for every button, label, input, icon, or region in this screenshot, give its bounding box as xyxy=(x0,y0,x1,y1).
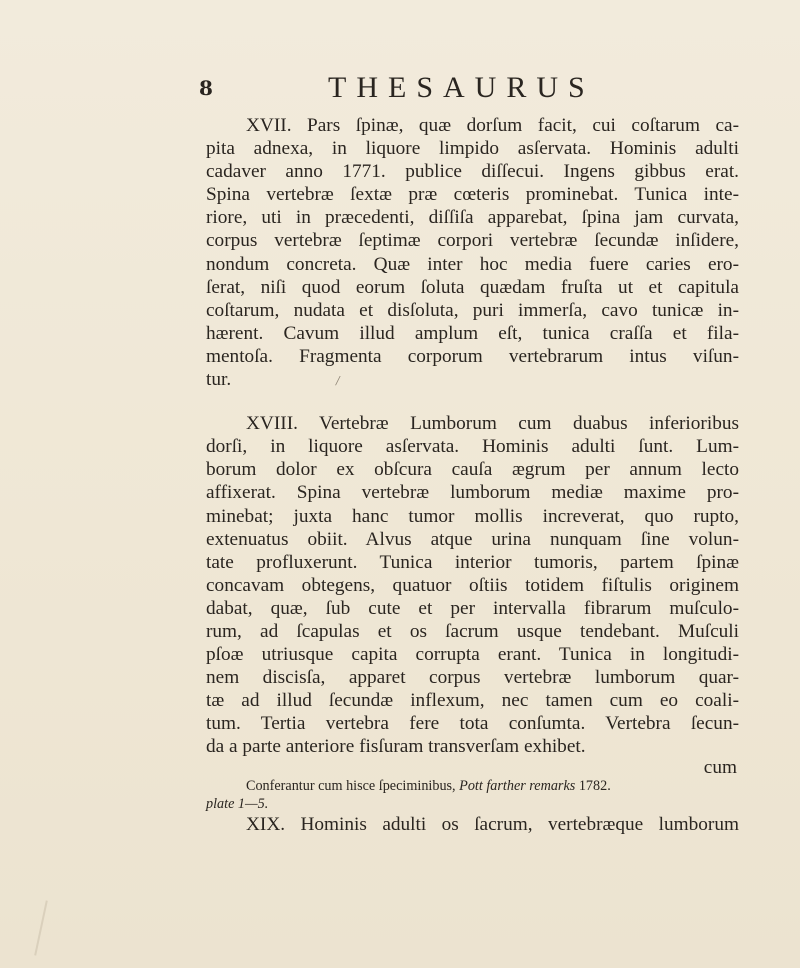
text-line: pſoæ utriusque capita corrupta erant. Tunica in longitudi- xyxy=(206,644,739,666)
body-text xyxy=(206,114,739,836)
text-line: Spina vertebræ ſextæ præ cœteris prominebat. Tunica inte- xyxy=(206,184,739,206)
footnote xyxy=(206,777,739,813)
text-line: nem discisſa, apparet corpus vertebræ lumborum quar- xyxy=(206,667,739,689)
footnote-year: 1782. xyxy=(578,777,611,794)
text-line: tur. xyxy=(206,369,232,391)
page-number: 8 xyxy=(199,76,213,100)
text-line: XIX. Hominis adulti os ſacrum, vertebræque lumborum xyxy=(246,813,739,835)
text-line: rum, ad ſcapulas et os ſacrum usque tendebant. Muſculi xyxy=(206,620,739,642)
text-line: hærent. Cavum illud amplum eſt, tunica craſſa et fila- xyxy=(206,322,739,344)
section-xviii xyxy=(206,412,739,758)
text-line: dabat, quæ, ſub cute et per intervalla fibrarum muſculo- xyxy=(206,597,739,619)
text-line: minebat; juxta hanc tumor mollis increverat, quo rupto, xyxy=(206,505,739,527)
text-line: extenuatus obiit. Alvus atque urina nunquam ſine volun- xyxy=(206,528,739,550)
text-line: mentoſa. Fragmenta corporum vertebrarum intus viſun- xyxy=(206,345,739,367)
text-line: tate profluxerunt. Tunica interior tumoris, partem ſpinæ xyxy=(206,551,739,573)
text-line: concavam obtegens, quatuor oſtiis totidem fiſtulis originem xyxy=(206,574,739,596)
footnote-text: Conferantur cum hisce ſpeciminibus, xyxy=(246,777,456,794)
text-line: cadaver anno 1771. publice diſſecui. Ingens gibbus erat. xyxy=(206,161,739,183)
text-line: tum. Tertia vertebra fere tota conſumta. Vertebra ſecun- xyxy=(206,713,739,735)
text-line: ſerat, niſi quod eorum ſoluta quædam fruſta ut et capitula xyxy=(206,276,739,298)
paper-blemish xyxy=(34,900,48,955)
text-line: nondum concreta. Quæ inter hoc media fuere caries ero- xyxy=(206,253,739,275)
text-line: coſtarum, nudata et disſoluta, puri immerſa, cavo tunicæ in- xyxy=(206,299,739,321)
text-line: XVII. Pars ſpinæ, quæ dorſum facit, cui coſtarum ca- xyxy=(246,115,739,136)
text-line: corpus vertebræ ſeptimæ corpori vertebræ ſecundæ inſidere, xyxy=(206,230,739,252)
text-line: da a parte anteriore fisſuram transverſam exhibet. xyxy=(206,736,586,758)
footnote-plate: plate 1—5. xyxy=(206,795,269,812)
text-line: dorſi, in liquore asſervata. Hominis adulti ſunt. Lum- xyxy=(206,436,739,458)
text-line: XVIII. Vertebræ Lumborum cum duabus inferioribus xyxy=(246,413,739,435)
text-line: tæ ad illud ſecundæ inflexum, nec tamen cum eo coali- xyxy=(206,690,739,712)
stray-ink-mark: / xyxy=(336,374,340,387)
text-line: pita adnexa, in liquore limpido asſervata. Hominis adulti xyxy=(206,138,739,160)
section-xix xyxy=(206,813,739,836)
section-xvii xyxy=(206,114,739,391)
text-line: affixerat. Spina vertebræ lumborum mediæ maxime pro- xyxy=(206,482,739,504)
running-head: THESAURUS xyxy=(328,71,595,104)
text-line: borum dolor ex obſcura cauſa ægrum per annum lecto xyxy=(206,459,739,481)
catchword: cum xyxy=(703,757,737,778)
text-line: riore, uti in præcedenti, diſſiſa apparebat, ſpina jam curvata, xyxy=(206,207,739,229)
footnote-citation: Pott farther remarks xyxy=(459,777,576,794)
footnote-line xyxy=(206,777,739,795)
